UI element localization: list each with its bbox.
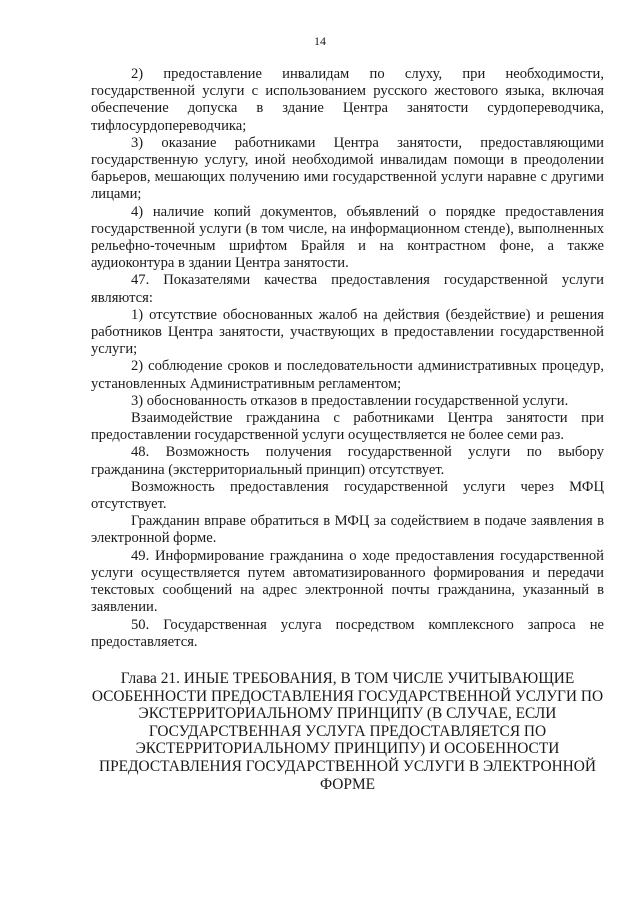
paragraph-item-50-complex-request: 50. Государственная услуга посредством комплексного запроса не предоставляется.	[91, 616, 604, 650]
chapter-21-heading: Глава 21. ИНЫЕ ТРЕБОВАНИЯ, В ТОМ ЧИСЛЕ УЧИТЫВАЮЩИЕ ОСОБЕННОСТИ ПРЕДОСТАВЛЕНИЯ ГОСУДАРСТВЕННОЙ УСЛУГИ ПО ЭКСТЕРРИТОРИАЛЬНОМУ ПРИНЦИПУ (В СЛУЧАЕ, ЕСЛИ ГОСУДАРСТВЕННАЯ УСЛУГА ПРЕДОСТАВЛЯЕТСЯ ПО ЭКСТЕРРИТОРИАЛЬНОМУ ПРИНЦИПУ) И ОСОБЕННОСТИ ПРЕДОСТАВЛЕНИЯ ГОСУДАРСТВЕННОЙ УСЛУГИ В ЭЛЕКТРОННОЙ ФОРМЕ	[91, 670, 604, 793]
paragraph-deadlines-compliance: 2) соблюдение сроков и последовательности административных процедур, установленных Административным регламентом;	[91, 358, 604, 392]
paragraph-sign-language-interpreter: 2) предоставление инвалидам по слуху, при необходимости, государственной услуги с использованием русского жестового языка, включая обеспечение допуска в здание Центра занятости сурдопереводчика, тифлосурдопереводчика;	[91, 66, 604, 134]
page-number: 14	[314, 34, 326, 48]
paragraph-staff-assistance: 3) оказание работниками Центра занятости, предоставляющими государственную услугу, иной необходимой инвалидам помощи в преодолении барьеров, мешающих получению ими государственной услуги наравне с другими лицами;	[91, 134, 604, 203]
paragraph-refusal-validity: 3) обоснованность отказов в предоставлении государственной услуги.	[131, 392, 569, 409]
paragraph-mfc-assistance: Гражданин вправе обратиться в МФЦ за содействием в подаче заявления в электронной форме.	[91, 513, 604, 547]
paragraph-item-47-quality-indicators: 47. Показателями качества предоставления государственной услуги являются:	[91, 272, 604, 306]
document-body	[91, 66, 604, 651]
paragraph-mfc-availability: Возможность предоставления государственной услуги через МФЦ отсутствует.	[91, 478, 604, 513]
paragraph-item-49-informing: 49. Информирование гражданина о ходе предоставления государственной услуги осуществляется путем автоматизированного формирования и передачи текстовых сообщений на адрес электронной почты гражданина, указанный в заявлении.	[91, 547, 604, 616]
paragraph-no-complaints: 1) отсутствие обоснованных жалоб на действия (бездействие) и решения работников Центра занятости, участвующих в предоставлении государственной услуги;	[91, 306, 604, 358]
paragraph-braille-documents: 4) наличие копий документов, объявлений о порядке предоставления государственной услуги (в том числе, на информационном стенде), выполненных рельефно-точечным шрифтом Брайля и на контрастном фоне, а также аудиоконтура в здании Центра занятости.	[91, 203, 604, 272]
paragraph-item-48-extraterritorial: 48. Возможность получения государственной услуги по выбору гражданина (экстерриториальный принцип) отсутствует.	[91, 444, 604, 478]
paragraph-interaction-count: Взаимодействие гражданина с работниками Центра занятости при предоставлении государственной услуги осуществляется не более семи раз.	[91, 410, 604, 444]
